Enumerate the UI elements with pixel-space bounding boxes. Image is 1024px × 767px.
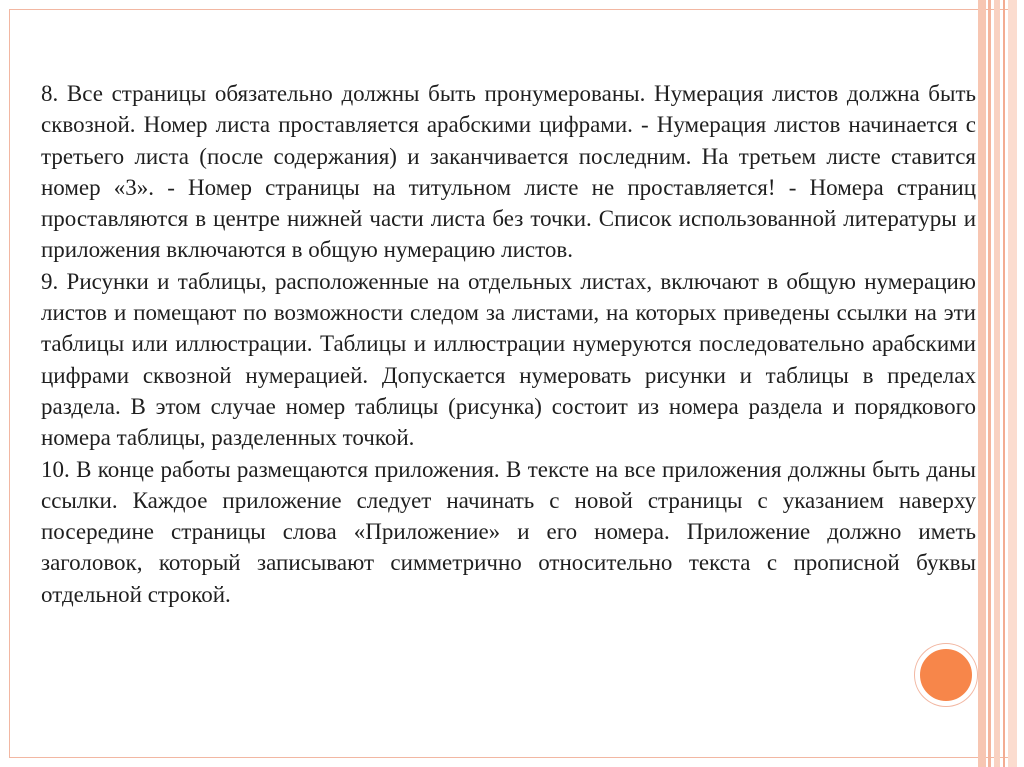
paragraph-figures-tables: 9. Рисунки и таблицы, расположенные на отдельных листах, включают в общую нумерацию листов и помещают по возможности следом за листами, на которых приведены ссылки на эти таблицы или иллюстрации. Таблицы и иллюстрации нумеруются последовательно арабскими цифрами сквозной нумерацией. Допускается нумеровать рисунки и таблицы в пределах раздела. В этом случае номер таблицы (рисунка) состоит из номера раздела и порядкового номера таблицы, разделенных точкой.	[41, 268, 976, 451]
decorative-stripe	[1003, 0, 1005, 767]
slide-body-text	[41, 78, 976, 610]
paragraph-appendices: 10. В конце работы размещаются приложения. В тексте на все приложения должны быть даны ссылки. Каждое приложение следует начинать с новой страницы с указанием наверху посередине страницы слова «Приложение» и его номера. Приложение должно иметь заголовок, который записывают симметрично относительно текста с прописной буквы отдельной строкой.	[41, 456, 976, 607]
paragraph-numbering-rules: 8. Все страницы обязательно должны быть пронумерованы. Нумерация листов должна быть сквозной. Номер листа проставляется арабскими цифрами. - Нумерация листов начинается с третьего листа (после содержания) и заканчивается последним. На третьем листе ставится номер «3». - Номер страницы на титульном листе не проставляется! - Номера страниц проставляются в центре нижней части листа без точки. Список использованной литературы и приложения включаются в общую нумерацию листов.	[41, 81, 976, 263]
decorative-stripe	[994, 0, 1000, 767]
accent-circle-icon	[915, 644, 977, 706]
decorative-stripe	[1008, 0, 1017, 767]
decorative-stripe	[988, 0, 991, 767]
decorative-stripe	[978, 0, 986, 767]
